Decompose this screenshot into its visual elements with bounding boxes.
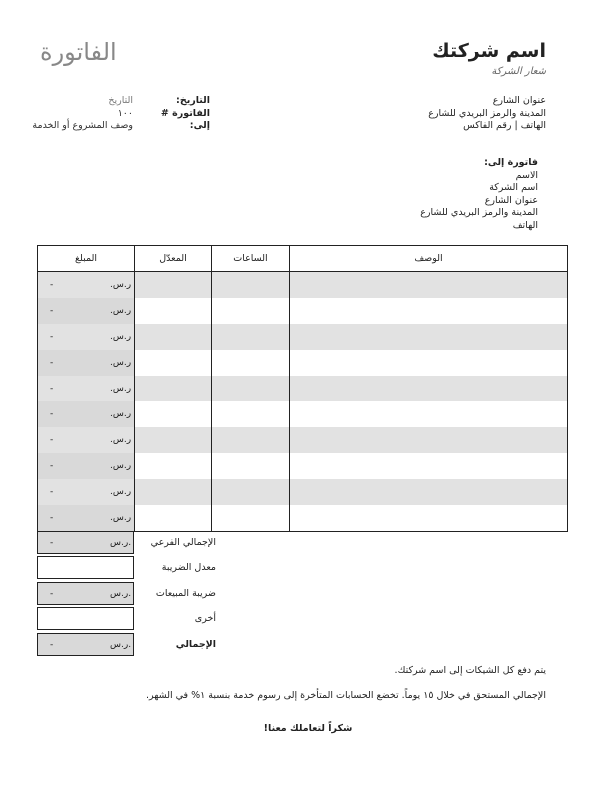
rate-cell[interactable] (135, 453, 212, 479)
subtotal-value: - (50, 538, 54, 548)
company-city-zip: المدينة والرمز البريدي للشارع (428, 107, 546, 119)
company-name: اسم شركتك (432, 40, 546, 62)
currency-label: ر.س. (110, 280, 132, 290)
rate-cell[interactable] (135, 350, 212, 376)
table-row (38, 453, 568, 479)
hours-cell[interactable] (212, 324, 290, 350)
currency-label: ر.س. (110, 435, 132, 446)
hours-cell[interactable] (212, 272, 290, 298)
other-input[interactable] (37, 607, 134, 630)
date-value: التاريخ (108, 95, 133, 106)
invoice-number-label: الفاتورة # (160, 107, 210, 119)
table-header-row (38, 246, 568, 272)
amount-value: - (50, 513, 54, 524)
payment-terms-note: الإجمالي المستحق في خلال ١٥ يوماً. تخضع الحسابات المتأخرة إلى رسوم خدمة بنسبة ١% في الشهر. (145, 690, 546, 701)
invoice-number-value: ١٠٠ (117, 107, 133, 119)
rate-cell[interactable] (135, 324, 212, 350)
thank-you-note: شكراً لتعاملك معنا! (263, 723, 353, 734)
table-row (38, 427, 568, 453)
amount-value: - (50, 461, 54, 472)
bill-to-phone: الهاتف (512, 219, 538, 231)
table-row (38, 350, 568, 376)
description-cell[interactable] (290, 401, 568, 427)
hours-cell[interactable] (212, 401, 290, 427)
amount-value: - (50, 487, 54, 498)
amount-cell (38, 401, 135, 427)
amount-cell (38, 298, 135, 324)
column-header-description: الوصف (290, 246, 568, 272)
amount-value: - (50, 331, 54, 342)
rate-cell[interactable] (135, 401, 212, 427)
description-cell[interactable] (290, 298, 568, 324)
company-phone-fax: الهاتف | رقم الفاكس (463, 120, 546, 131)
amount-cell (38, 479, 135, 505)
checks-note: يتم دفع كل الشيكات إلى اسم شركتك. (394, 665, 546, 676)
rate-cell[interactable] (135, 505, 212, 531)
table-row (38, 401, 568, 427)
currency-label: ر.س. (110, 461, 132, 472)
hours-cell[interactable] (212, 453, 290, 479)
hours-cell[interactable] (212, 427, 290, 453)
currency-label: ر.س. (110, 513, 132, 524)
description-cell[interactable] (290, 376, 568, 402)
amount-value: - (50, 280, 54, 290)
company-address (428, 95, 546, 133)
sales-tax-value: - (50, 589, 54, 599)
description-cell[interactable] (290, 427, 568, 453)
rate-cell[interactable] (135, 376, 212, 402)
subtotal-box (37, 531, 134, 554)
currency-label: ر.س. (110, 487, 132, 498)
other-label: أخرى (194, 613, 216, 624)
invoice-meta-values (32, 95, 133, 133)
table-row (38, 298, 568, 324)
subtotal-label: الإجمالي الفرعي (150, 537, 216, 548)
currency-label: ر.س. (110, 383, 132, 394)
bill-to-company: اسم الشركة (489, 182, 538, 193)
currency-label: ر.س. (110, 331, 132, 342)
hours-cell[interactable] (212, 505, 290, 531)
tax-rate-input[interactable] (37, 556, 134, 579)
amount-value: - (50, 305, 54, 316)
amount-cell (38, 376, 135, 402)
hours-cell[interactable] (212, 479, 290, 505)
amount-cell (38, 427, 135, 453)
tax-rate-label: معدل الضريبة (161, 562, 216, 573)
description-cell[interactable] (290, 272, 568, 298)
currency-label: ر.س. (110, 357, 132, 368)
invoice-meta-labels (161, 95, 210, 133)
column-header-amount: المبلغ (38, 246, 135, 272)
amount-value: - (50, 435, 54, 446)
total-label: الإجمالي (175, 639, 216, 650)
table-row (38, 272, 568, 298)
bill-to (420, 157, 538, 232)
total-value: - (50, 640, 54, 650)
currency-label: ر.س. (110, 305, 132, 316)
amount-value: - (50, 383, 54, 394)
total-box (37, 633, 134, 656)
description-cell[interactable] (290, 479, 568, 505)
invoice-title: الفاتورة (40, 38, 117, 66)
sales-tax-box (37, 582, 134, 605)
bill-to-name: الاسم (515, 169, 538, 181)
amount-cell (38, 453, 135, 479)
sales-tax-label: ضريبة المبيعات (155, 588, 216, 599)
amount-cell (38, 505, 135, 531)
column-header-hours: الساعات (212, 246, 290, 272)
table-row (38, 324, 568, 350)
company-slogan: شعار الشركة (491, 66, 546, 77)
column-header-rate: المعدّل (135, 246, 212, 272)
description-cell[interactable] (290, 324, 568, 350)
amount-value: - (50, 357, 54, 368)
company-street: عنوان الشارع (492, 95, 546, 106)
table-row (38, 505, 568, 531)
amount-cell (38, 324, 135, 350)
line-items-table (37, 245, 568, 532)
bill-to-title: فاتورة إلى: (484, 157, 538, 168)
bill-to-street: عنوان الشارع (484, 194, 538, 206)
bill-to-city-zip: المدينة والرمز البريدي للشارع (420, 207, 538, 218)
currency-label: ر.س. (110, 538, 132, 548)
to-label: إلى: (189, 120, 210, 131)
rate-cell[interactable] (135, 427, 212, 453)
rate-cell[interactable] (135, 298, 212, 324)
currency-label: ر.س. (110, 409, 132, 420)
currency-label: ر.س. (110, 640, 132, 650)
hours-cell[interactable] (212, 376, 290, 402)
amount-value: - (50, 409, 54, 420)
hours-cell[interactable] (212, 298, 290, 324)
amount-cell (38, 272, 135, 298)
description-cell[interactable] (290, 505, 568, 531)
table-row (38, 376, 568, 402)
description-cell[interactable] (290, 350, 568, 376)
description-cell[interactable] (290, 453, 568, 479)
project-description-value: وصف المشروع أو الخدمة (32, 120, 133, 131)
rate-cell[interactable] (135, 272, 212, 298)
table-row (38, 479, 568, 505)
currency-label: ر.س. (110, 589, 132, 599)
amount-cell (38, 350, 135, 376)
rate-cell[interactable] (135, 479, 212, 505)
hours-cell[interactable] (212, 350, 290, 376)
date-label: التاريخ: (176, 95, 210, 106)
